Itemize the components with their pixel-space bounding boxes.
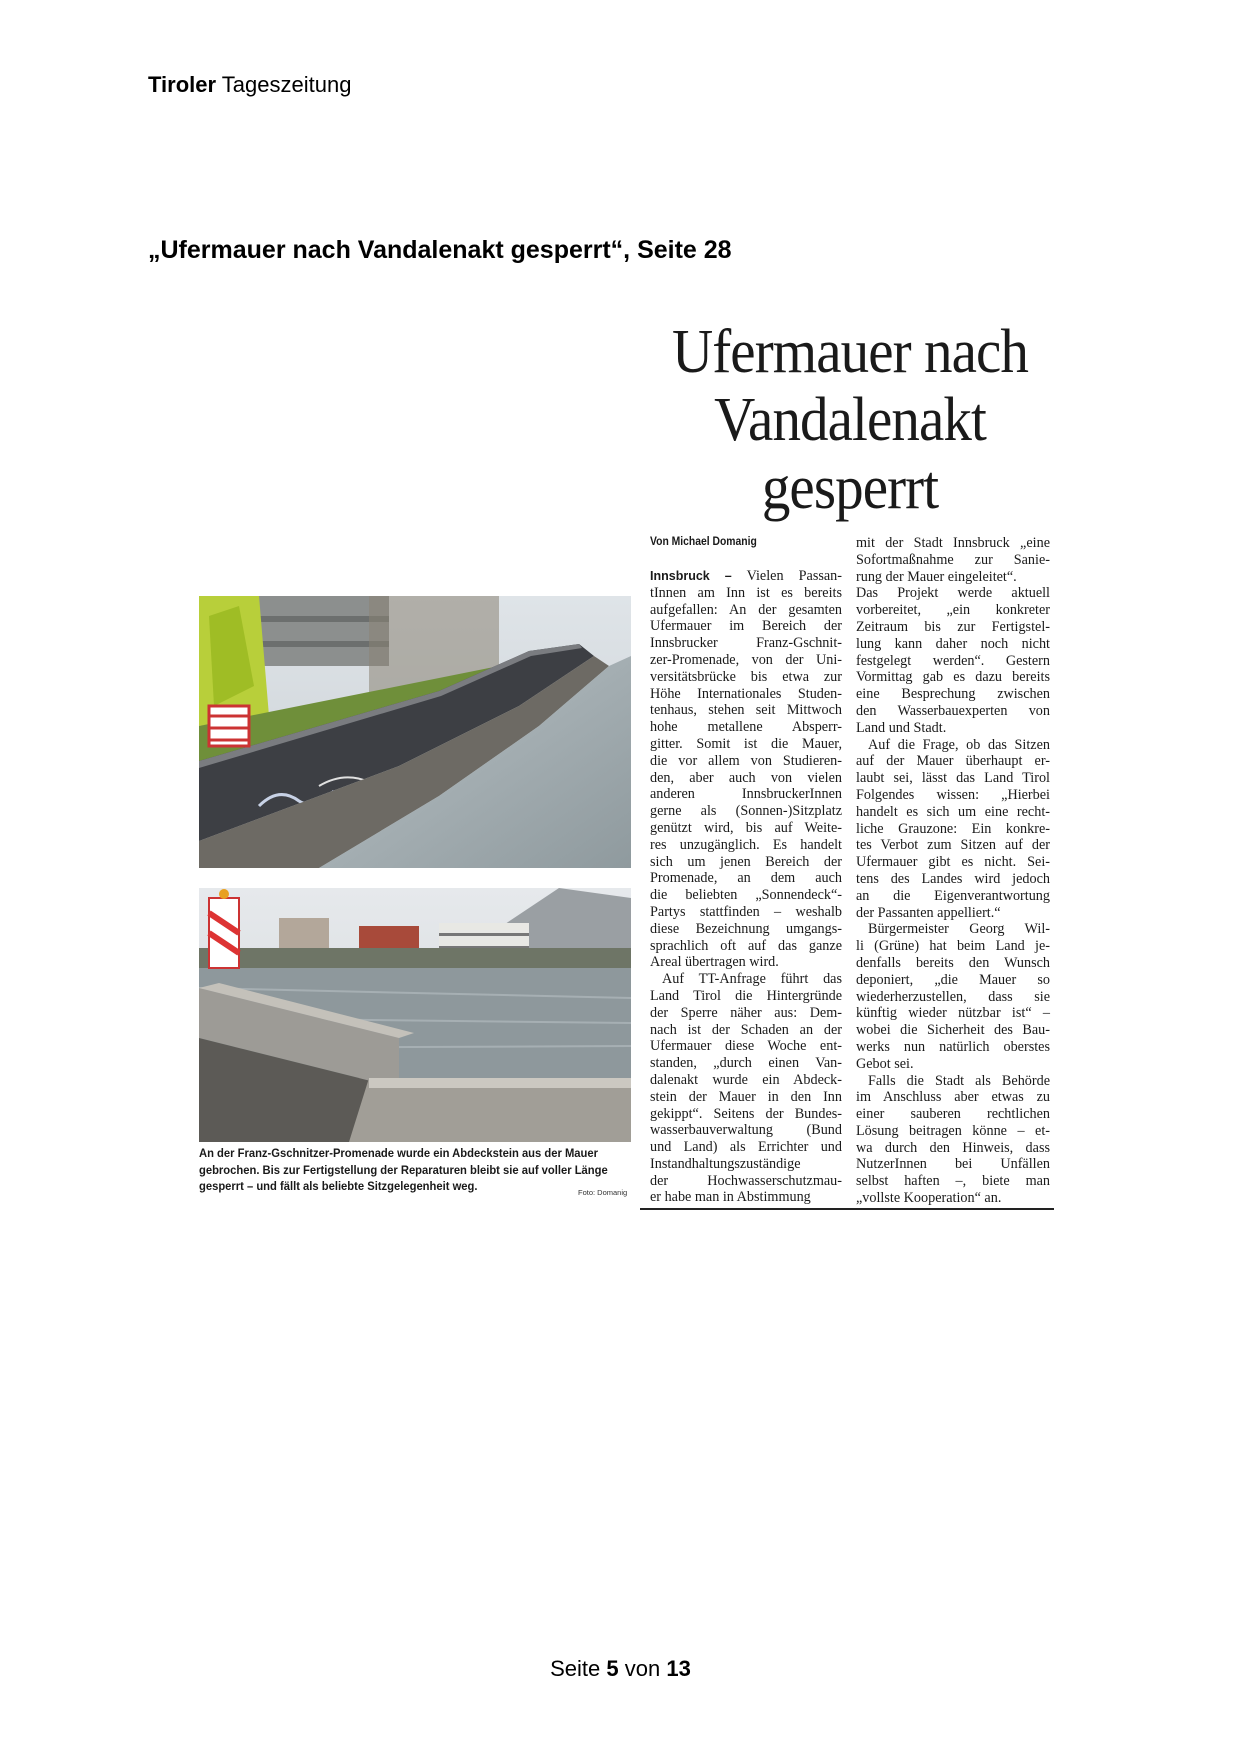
article-line: auf der Mauer überhaupt er- xyxy=(856,753,1050,770)
article-title-line: Ufermauer nach xyxy=(671,318,1029,386)
article-line: einer sauberen rechtlichen xyxy=(856,1106,1050,1123)
article-line: Ufermauer gibt es nicht. Sei- xyxy=(856,854,1050,871)
article-line: Promenade, an dem auch xyxy=(650,870,842,887)
article-line: sich um jenen Bereich der xyxy=(650,853,842,870)
article-line: standen, „durch einen Van- xyxy=(650,1055,842,1072)
article-line: im Anschluss aber etwas zu xyxy=(856,1089,1050,1106)
article-line: Auf TT-Anfrage führt das xyxy=(662,971,842,988)
article-line: rung der Mauer eingeleitet“. xyxy=(856,568,1017,585)
article-dateline: Innsbruck – xyxy=(650,569,732,583)
article-line xyxy=(650,568,842,585)
article-line: die beliebten „Sonnendeck“- xyxy=(650,887,842,904)
article-line: li (Grüne) hat beim Land je- xyxy=(856,938,1050,955)
article-line: mit der Stadt Innsbruck „eine xyxy=(856,535,1050,551)
article-line: deponiert, „die Mauer so xyxy=(856,971,1050,988)
article-line: res unzugänglich. Es handelt xyxy=(650,836,842,853)
article-line: „vollste Kooperation“ an. xyxy=(856,1190,1002,1207)
article-line: Sofortmaßnahme zur Sanie- xyxy=(856,551,1050,568)
photo-embankment-wall xyxy=(199,596,631,868)
article-line: tenhaus, stehen seit Mittwoch xyxy=(650,702,842,719)
article-line: der Hochwasserschutzmau- xyxy=(650,1172,842,1189)
article-line: Land und Stadt. xyxy=(856,719,947,736)
article-line: Vormittag gab es dazu bereits xyxy=(856,669,1050,686)
article-line: Areal übertragen wird. xyxy=(650,954,779,971)
article-line: stein der Mauer in den Inn xyxy=(650,1088,842,1105)
article-line: vorbereitet, „ein konkreter xyxy=(856,602,1050,619)
article-line: Partys stattfinden – weshalb xyxy=(650,903,842,920)
publication-name-rest: Tageszeitung xyxy=(221,72,352,97)
article-line: aufgefallen: An der gesamten xyxy=(650,601,842,618)
article-line: Das Projekt werde aktuell xyxy=(856,585,1050,602)
article-line: Bürgermeister Georg Wil- xyxy=(868,921,1050,938)
page-footer xyxy=(0,1656,1241,1682)
article-line: gerne als (Sonnen-)Sitzplatz xyxy=(650,803,842,820)
article-line: denfalls bereits den Wunsch xyxy=(856,954,1050,971)
article-line-text: Vielen Passan- xyxy=(746,568,842,584)
article-line: an die Eigenverantwortung xyxy=(856,887,1050,904)
article-line: tInnen am Inn ist es bereits xyxy=(650,584,842,601)
article-line: wasserbauverwaltung (Bund xyxy=(650,1122,842,1139)
total-pages-number: 13 xyxy=(666,1656,691,1681)
article-line: anderen InnsbruckerInnen xyxy=(650,786,842,803)
current-page-number: 5 xyxy=(606,1656,619,1681)
article-line: Zeitraum bis zur Fertigstel- xyxy=(856,618,1050,635)
article-line: und Land) als Errichter und xyxy=(650,1139,842,1156)
page-label: Seite xyxy=(550,1656,601,1681)
article-title-line: gesperrt xyxy=(761,454,939,522)
article-line: Land Tirol die Hintergründe xyxy=(650,987,842,1004)
clip-heading: „Ufermauer nach Vandalenakt gesperrt“, Seite 28 xyxy=(148,236,732,264)
photo-caption: An der Franz-Gschnitzer-Promenade wurde ein Abdeckstein aus der Mauer gebrochen. Bis zur Fertigstellung der Reparaturen bleibt sie auf voller Länge gesperrt – und fällt als beliebte Sitzgelegenheit weg. xyxy=(199,1146,608,1193)
article-column-2 xyxy=(856,535,1050,1207)
article-column-1 xyxy=(650,568,842,1206)
article-line: der Passanten appelliert.“ xyxy=(856,904,1001,921)
article-line: Lösung beitragen könne – et- xyxy=(856,1122,1050,1139)
article-line: gekippt“. Seitens der Bundes- xyxy=(650,1105,842,1122)
article-line: sprachlich oft auf das ganze xyxy=(650,937,842,954)
article-line: zer-Promenade, von der Uni- xyxy=(650,651,842,668)
article-line: Folgendes wissen: „Hierbei xyxy=(856,786,1050,803)
article-line: Höhe Internationales Studen- xyxy=(650,685,842,702)
article-line: den, aber auch von vielen xyxy=(650,769,842,786)
article-line: hohe metallene Absperr- xyxy=(650,719,842,736)
article-line: Gebot sei. xyxy=(856,1055,914,1072)
article-line: der Sperre näher aus: Dem- xyxy=(650,1004,842,1021)
article-title xyxy=(657,318,1043,522)
column-bottom-rule xyxy=(640,1208,1054,1210)
article-line: tens des Landes wird jedoch xyxy=(856,870,1050,887)
article-line: diese Bezeichnung umgangs- xyxy=(650,920,842,937)
article-line: werks nun natürlich oberstes xyxy=(856,1038,1050,1055)
article-line: tes Verbot zum Sitzen auf der xyxy=(856,837,1050,854)
article-line: liche Grauzone: Ein konkre- xyxy=(856,820,1050,837)
article-line: den Wasserbauexperten von xyxy=(856,702,1050,719)
article-line: dalenakt wurde ein Abdeck- xyxy=(650,1071,842,1088)
article-line: gitter. Somit ist die Mauer, xyxy=(650,735,842,752)
article-line: NutzerInnen bei Unfällen xyxy=(856,1156,1050,1173)
article-line: wobei die Sicherheit des Bau- xyxy=(856,1022,1050,1039)
article-line: selbst haften –, biete man xyxy=(856,1173,1050,1190)
article-line: wiederherzustellen, dass sie xyxy=(856,988,1050,1005)
article-line: lung kann daher noch nicht xyxy=(856,635,1050,652)
article-line: laubt sei, lässt das Land Tirol xyxy=(856,770,1050,787)
article-line: Ufermauer im Bereich der xyxy=(650,618,842,635)
article-line: handelt es sich um eine recht- xyxy=(856,803,1050,820)
article-line: genützt wird, bis auf Weite- xyxy=(650,819,842,836)
publication-name-bold: Tiroler xyxy=(148,72,217,97)
photo-credit: Foto: Domanig xyxy=(578,1188,628,1197)
publication-header xyxy=(148,72,351,98)
article-line: Auf die Frage, ob das Sitzen xyxy=(868,736,1050,753)
article-line: eine Besprechung zwischen xyxy=(856,686,1050,703)
article-line: er habe man in Abstimmung xyxy=(650,1189,811,1206)
article-line: die vor allem von Studieren- xyxy=(650,752,842,769)
article-line: Innsbrucker Franz-Gschnit- xyxy=(650,635,842,652)
article-line: Instandhaltungszuständige xyxy=(650,1155,801,1172)
article-line: künftig wieder nützbar ist“ – xyxy=(856,1005,1050,1022)
byline: Von Michael Domanig xyxy=(650,536,757,548)
article-line: festgelegt werden“. Gestern xyxy=(856,652,1050,669)
page-of-label: von xyxy=(624,1656,661,1681)
article-line: Falls die Stadt als Behörde xyxy=(868,1072,1050,1089)
photo-broken-capstone xyxy=(199,888,631,1142)
article-title-line: Vandalenakt xyxy=(714,386,986,454)
article-line: versitätsbrücke bis etwa zur xyxy=(650,668,842,685)
article-line: nach ist der Schaden an der xyxy=(650,1021,842,1038)
article-line: wa durch den Hinweis, dass xyxy=(856,1139,1050,1156)
article-line: Ufermauer diese Woche ent- xyxy=(650,1038,842,1055)
